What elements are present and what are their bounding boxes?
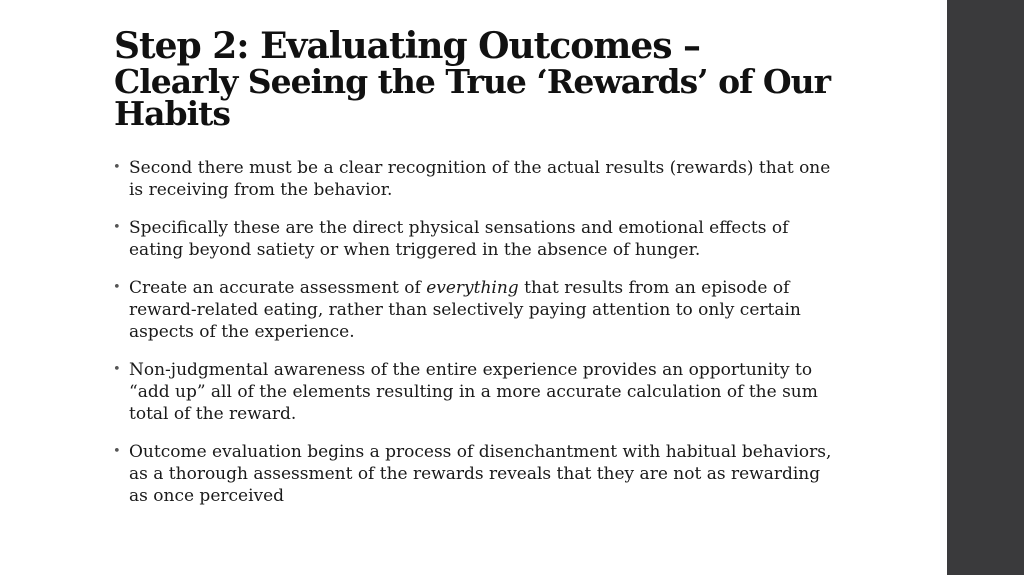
slide-title-line-2: Clearly Seeing the True ‘Rewards’ of Our Habits bbox=[114, 62, 830, 133]
slide-title bbox=[114, 25, 934, 133]
bullet-text: Second there must be a clear recognition of the actual results (rewards) that one is receiving from the behavior. bbox=[129, 158, 831, 200]
bullet-marker: • bbox=[113, 444, 121, 459]
bullet-text: Outcome evaluation begins a process of disenchantment with habitual behaviors, as a thorough assessment of the rewards reveals that they are not as rewarding as once perceived bbox=[129, 442, 832, 506]
bullet-marker: • bbox=[113, 160, 121, 175]
bullet-text-emphasis: everything bbox=[426, 278, 519, 298]
bullet-item bbox=[113, 359, 833, 425]
bullet-text: Non-judgmental awareness of the entire experience provides an opportunity to “add up” all of the elements resulting in a more accurate calculation of the sum total of the reward. bbox=[129, 360, 818, 424]
bullet-text: Specifically these are the direct physical sensations and emotional effects of eating beyond satiety or when triggered in the absence of hunger. bbox=[129, 218, 789, 260]
bullet-text-tail: that results from an episode of reward-related eating, rather than selectively paying attention to only certain aspects of the experience. bbox=[129, 278, 801, 342]
bullet-marker: • bbox=[113, 280, 121, 295]
bullet-item bbox=[113, 157, 833, 201]
bullet-marker: • bbox=[113, 220, 121, 235]
bullet-text-lead: Create an accurate assessment of bbox=[129, 278, 427, 298]
bullet-list bbox=[113, 157, 833, 523]
side-accent-bar bbox=[947, 0, 1024, 575]
slide-title-line-1: Step 2: Evaluating Outcomes – bbox=[114, 25, 701, 67]
bullet-item bbox=[113, 441, 833, 507]
bullet-item bbox=[113, 277, 833, 343]
bullet-marker: • bbox=[113, 362, 121, 377]
bullet-item bbox=[113, 217, 833, 261]
bullet-text bbox=[129, 278, 801, 342]
